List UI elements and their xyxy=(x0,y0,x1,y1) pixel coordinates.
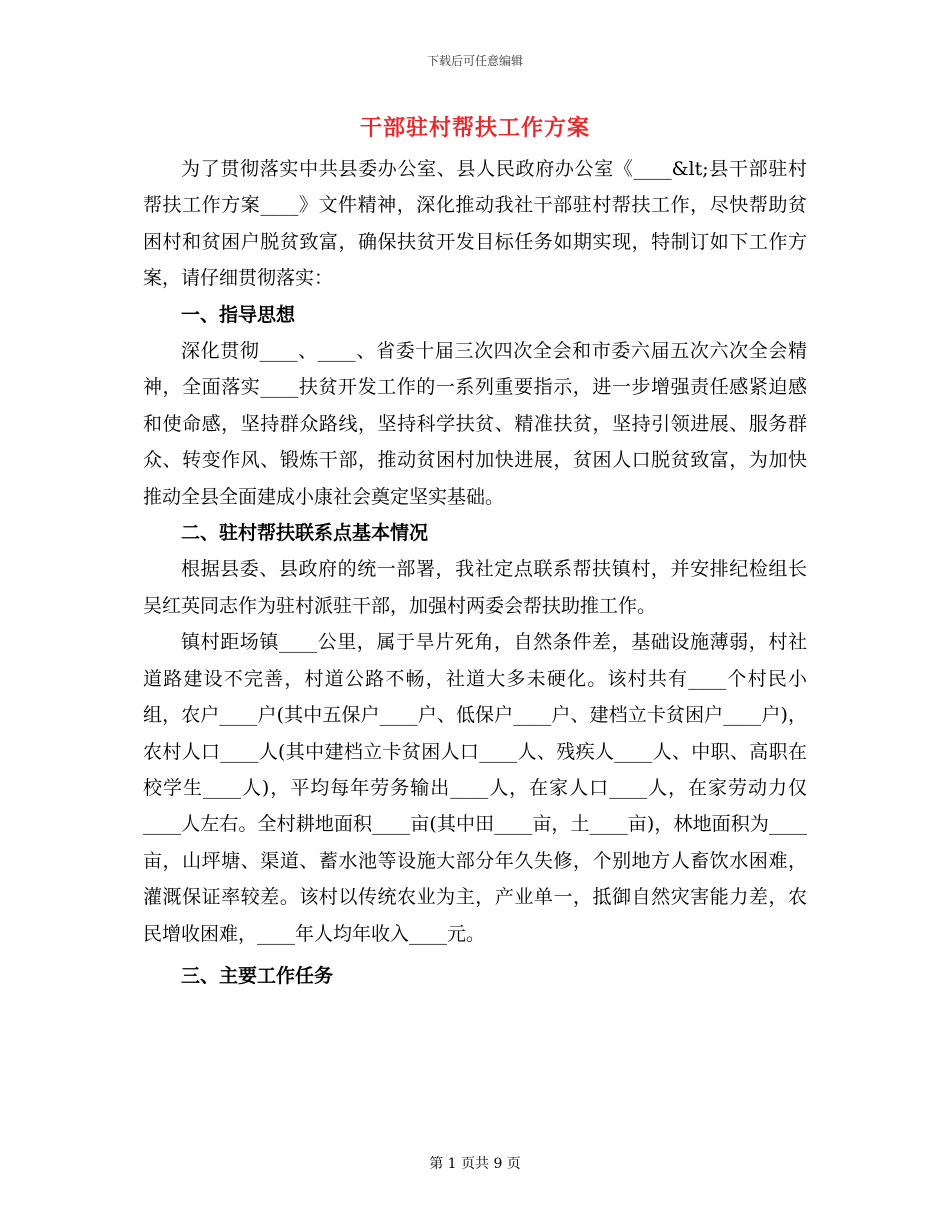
paragraph-guiding-ideology: 深化贯彻____、____、省委十届三次四次全会和市委六届五次六次全会精神，全面落实____扶贫开发工作的一系列重要指示，进一步增强责任感紧迫感和使命感，坚持群众路线，坚持科学扶贫、精准扶贫，坚持引领进展、服务群众、转变作风、锻炼干部，推动贫困村加快进展，贫困人口脱贫致富，为加快推动全县全面建成小康社会奠定坚实基础。 xyxy=(143,340,807,508)
paragraph-deployment: 根据县委、县政府的统一部署，我社定点联系帮扶镇村，并安排纪检组长吴红英同志作为驻村派驻干部，加强村两委会帮扶助推工作。 xyxy=(143,558,807,617)
document-body xyxy=(143,151,807,994)
section-heading-main-tasks: 三、主要工作任务 xyxy=(181,964,334,987)
page-number: 第 1 页共 9 页 xyxy=(429,1156,521,1172)
document-title: 干部驻村帮扶工作方案 xyxy=(359,115,590,141)
section-heading-basic-situation: 二、驻村帮扶联系点基本情况 xyxy=(181,522,429,545)
page-header-note: 下载后可任意编辑 xyxy=(426,54,523,68)
paragraph-village-situation: 镇村距场镇____公里，属于旱片死角，自然条件差，基础设施薄弱，村社道路建设不完善，村道公路不畅，社道大多未硬化。该村共有____个村民小组，农户____户(其中五保户____户、低保户____户、建档立卡贫困户____户)，农村人口____人(其中建档立卡贫困人口____人、残疾人____人、中职、高职在校学生____人)，平均每年劳务输出____人，在家人口____人，在家劳动力仅____人左右。全村耕地面积____亩(其中田____亩，土____亩)，林地面积为____亩，山坪塘、渠道、蓄水池等设施大部分年久失修，个别地方人畜饮水困难，灌溉保证率较差。该村以传统农业为主，产业单一，抵御自然灾害能力差，农民增收困难，____年人均年收入____元。 xyxy=(143,631,807,945)
section-heading-guiding-ideology: 一、指导思想 xyxy=(181,303,296,326)
intro-paragraph: 为了贯彻落实中共县委办公室、县人民政府办公室《____&lt;县干部驻村帮扶工作方案____》文件精神，深化推动我社干部驻村帮扶工作，尽快帮助贫困村和贫困户脱贫致富，确保扶贫开发目标任务如期实现，特制订如下工作方案，请仔细贯彻落实： xyxy=(143,158,807,290)
